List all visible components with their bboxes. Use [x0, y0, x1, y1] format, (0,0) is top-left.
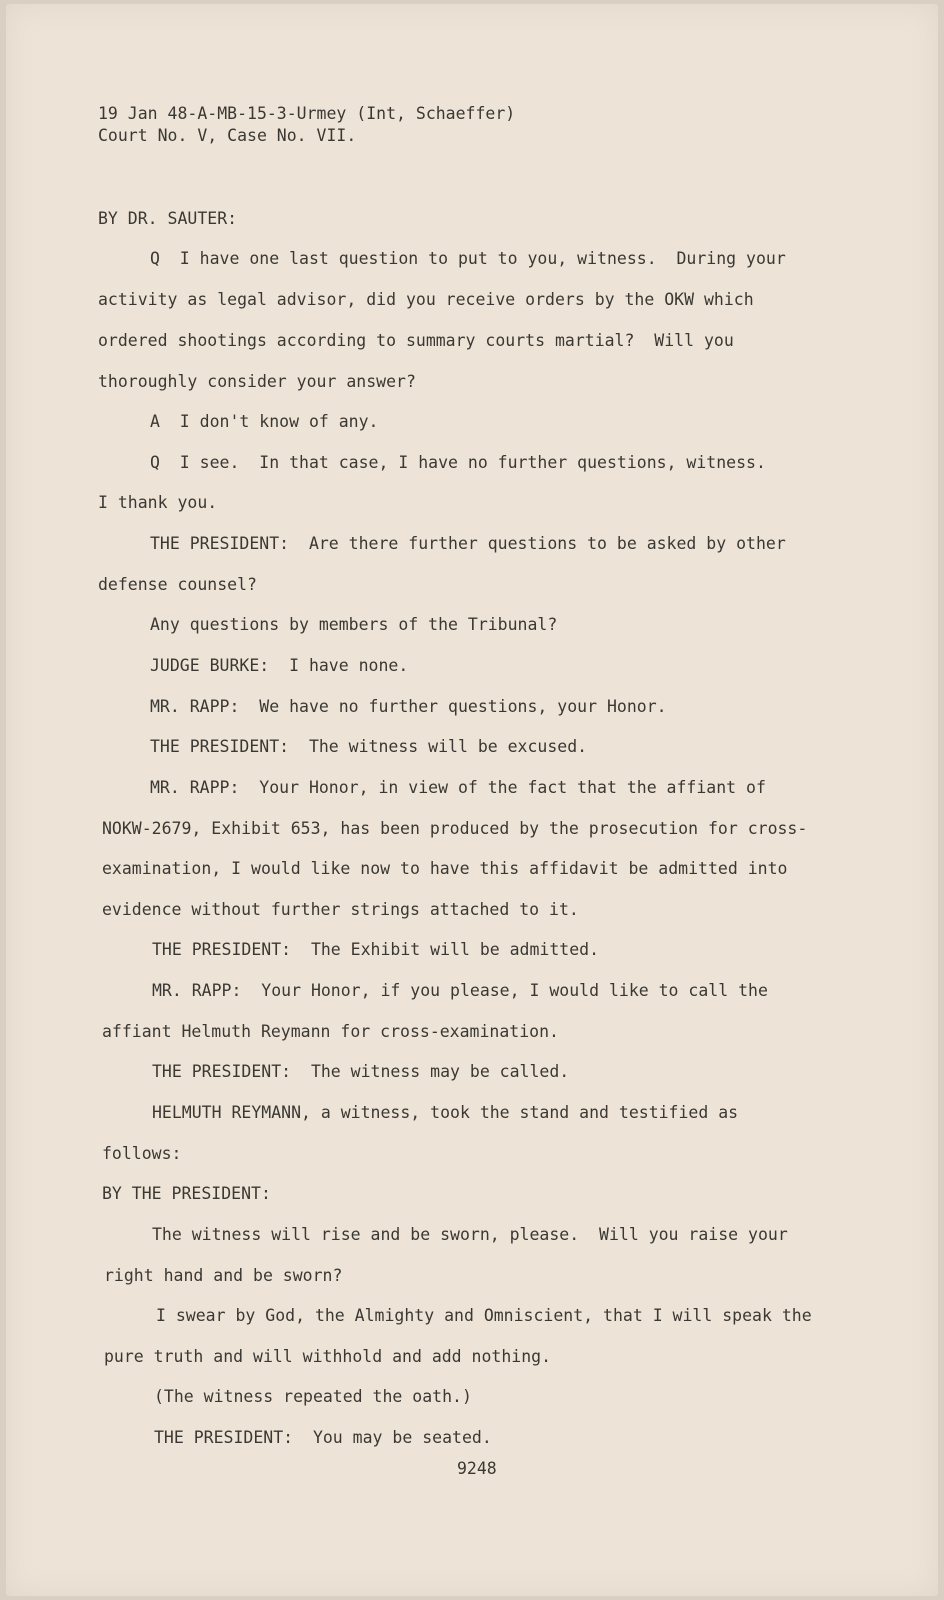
transcript-line: The witness will rise and be sworn, please. Will you raise your [152, 1225, 788, 1244]
transcript-line: I swear by God, the Almighty and Omniscient, that I will speak the [156, 1306, 812, 1325]
transcript-line: JUDGE BURKE: I have none. [150, 656, 409, 675]
transcript-line: ordered shootings according to summary courts martial? Will you [98, 331, 734, 350]
transcript-line: MR. RAPP: Your Honor, in view of the fact that the affiant of [150, 778, 766, 797]
page-number: 9248 [457, 1459, 497, 1478]
transcript-line: Any questions by members of the Tribunal? [150, 615, 558, 634]
transcript-line: BY THE PRESIDENT: [102, 1184, 271, 1203]
transcript-line: THE PRESIDENT: The Exhibit will be admitted. [152, 940, 600, 959]
transcript-line: THE PRESIDENT: You may be seated. [154, 1428, 492, 1447]
transcript-line: MR. RAPP: Your Honor, if you please, I would like to call the [152, 981, 768, 1000]
transcript-line: pure truth and will withhold and add nothing. [104, 1347, 552, 1366]
header-line-2: Court No. V, Case No. VII. [98, 126, 357, 145]
transcript-line: affiant Helmuth Reymann for cross-examination. [102, 1022, 559, 1041]
transcript-line: follows: [102, 1144, 182, 1163]
transcript-line: examination, I would like now to have this affidavit be admitted into [102, 859, 788, 878]
transcript-line: right hand and be sworn? [104, 1266, 343, 1285]
header-line-1: 19 Jan 48-A-MB-15-3-Urmey (Int, Schaeffer) [98, 104, 516, 123]
transcript-line: BY DR. SAUTER: [98, 209, 238, 228]
transcript-line: thoroughly consider your answer? [98, 372, 416, 391]
transcript-line: THE PRESIDENT: The witness will be excused. [150, 737, 588, 756]
transcript-line: MR. RAPP: We have no further questions, your Honor. [150, 697, 667, 716]
document-page [6, 4, 938, 1596]
transcript-line: activity as legal advisor, did you receive orders by the OKW which [98, 290, 754, 309]
transcript-line: THE PRESIDENT: Are there further questions to be asked by other [150, 534, 786, 553]
transcript-line: Q I see. In that case, I have no further questions, witness. [150, 453, 766, 472]
transcript-line: THE PRESIDENT: The witness may be called. [152, 1062, 570, 1081]
transcript-line: A I don't know of any. [150, 412, 379, 431]
transcript-line: HELMUTH REYMANN, a witness, took the stand and testified as [152, 1103, 739, 1122]
transcript-line: NOKW-2679, Exhibit 653, has been produced by the prosecution for cross- [102, 819, 808, 838]
transcript-line: I thank you. [98, 493, 218, 512]
transcript-line: evidence without further strings attached to it. [102, 900, 579, 919]
transcript-line: (The witness repeated the oath.) [154, 1387, 472, 1406]
transcript-line: Q I have one last question to put to you, witness. During your [150, 249, 786, 268]
transcript-line: defense counsel? [98, 575, 257, 594]
